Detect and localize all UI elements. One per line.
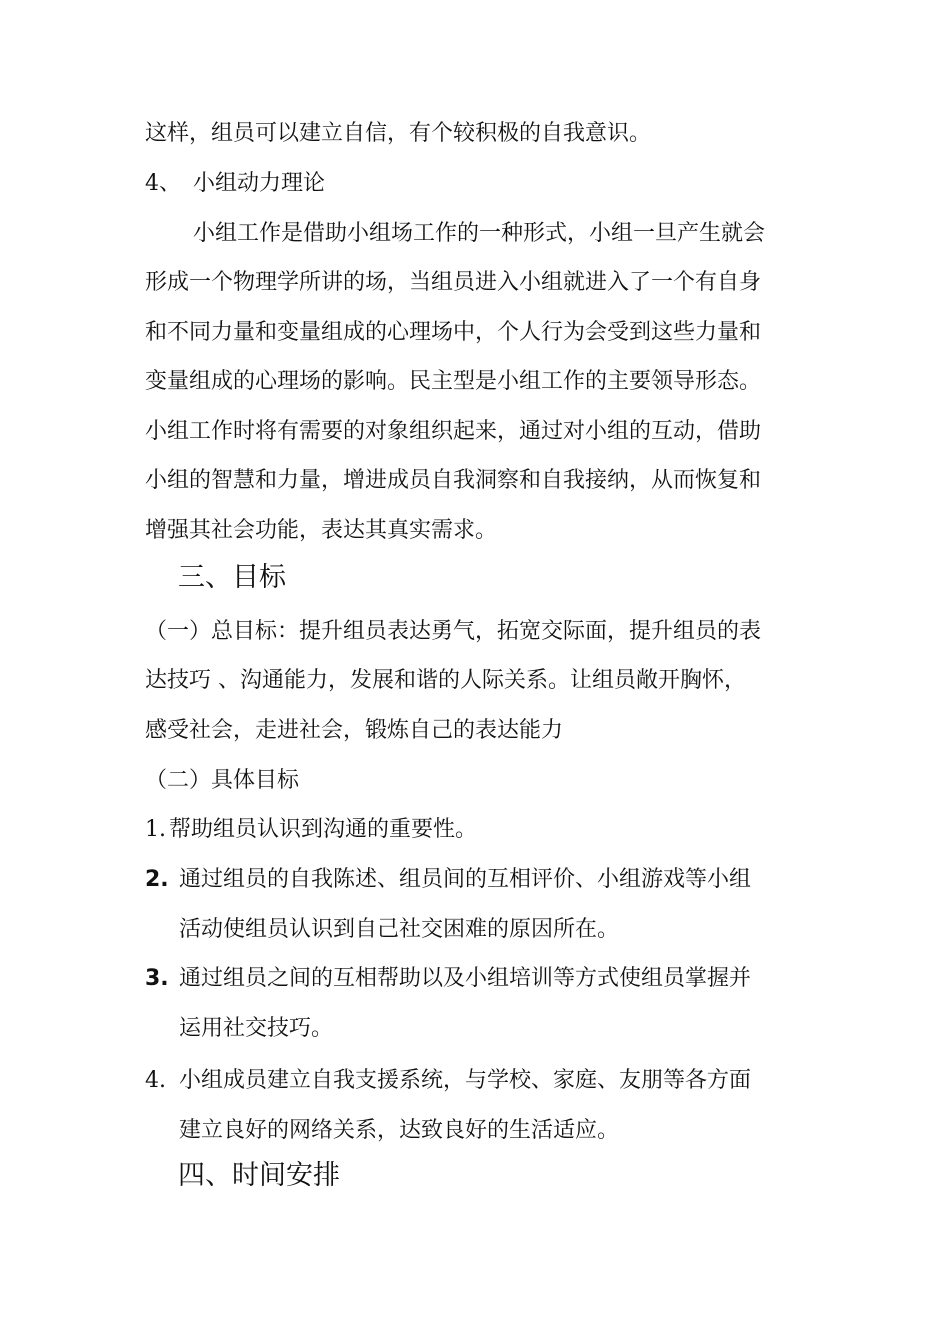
paragraph-line: 增强其社会功能，表达其真实需求。 xyxy=(145,518,498,543)
section-number: 4、 xyxy=(145,171,181,196)
list-number: 2. xyxy=(145,867,169,892)
paragraph-line: 小组工作时将有需要的对象组织起来，通过对小组的互动，借助 xyxy=(145,419,762,444)
paragraph-line: 达技巧 、沟通能力，发展和谐的人际关系。让组员敞开胸怀， xyxy=(145,668,746,693)
subsection-title: （二）具体目标 xyxy=(145,768,300,793)
section-4-heading xyxy=(145,169,325,199)
paragraph-line: 形成一个物理学所讲的场，当组员进入小组就进入了一个有自身 xyxy=(145,270,762,295)
section-title: 小组动力理论 xyxy=(193,171,326,196)
paragraph-line: 小组的智慧和力量，增进成员自我洞察和自我接纳，从而恢复和 xyxy=(145,468,762,493)
list-item xyxy=(145,1066,751,1096)
list-number: 4. xyxy=(145,1068,166,1093)
list-item: 1. 帮助组员认识到沟通的重要性。 xyxy=(145,817,478,842)
paragraph-line: （一）总目标：提升组员表达勇气，拓宽交际面，提升组员的表 xyxy=(145,619,762,644)
list-item xyxy=(145,865,751,895)
list-text-continuation: 活动使组员认识到自己社交困难的原因所在。 xyxy=(179,917,620,942)
paragraph-line: 小组工作是借助小组场工作的一种形式，小组一旦产生就会 xyxy=(193,221,766,246)
list-text: 小组成员建立自我支援系统，与学校、家庭、友朋等各方面 xyxy=(179,1068,752,1093)
paragraph-line: 感受社会，走进社会，锻炼自己的表达能力 xyxy=(145,718,564,743)
paragraph-line: 这样，组员可以建立自信，有个较积极的自我意识。 xyxy=(145,121,652,146)
section-heading-goals: 三、目标 xyxy=(178,562,286,593)
list-text: 通过组员的自我陈述、组员间的互相评价、小组游戏等小组 xyxy=(179,867,752,892)
list-text: 通过组员之间的互相帮助以及小组培训等方式使组员掌握并 xyxy=(179,966,752,991)
section-heading-schedule: 四、时间安排 xyxy=(178,1160,340,1191)
paragraph-line: 和不同力量和变量组成的心理场中，个人行为会受到这些力量和 xyxy=(145,320,762,345)
list-text-continuation: 运用社交技巧。 xyxy=(179,1016,334,1041)
paragraph-line: 变量组成的心理场的影响。民主型是小组工作的主要领导形态。 xyxy=(145,369,762,394)
list-item xyxy=(145,964,751,994)
list-number: 3. xyxy=(145,966,169,991)
list-text: 帮助组员认识到沟通的重要性。 xyxy=(169,817,478,842)
list-text-continuation: 建立良好的网络关系，达致良好的生活适应。 xyxy=(179,1118,620,1143)
